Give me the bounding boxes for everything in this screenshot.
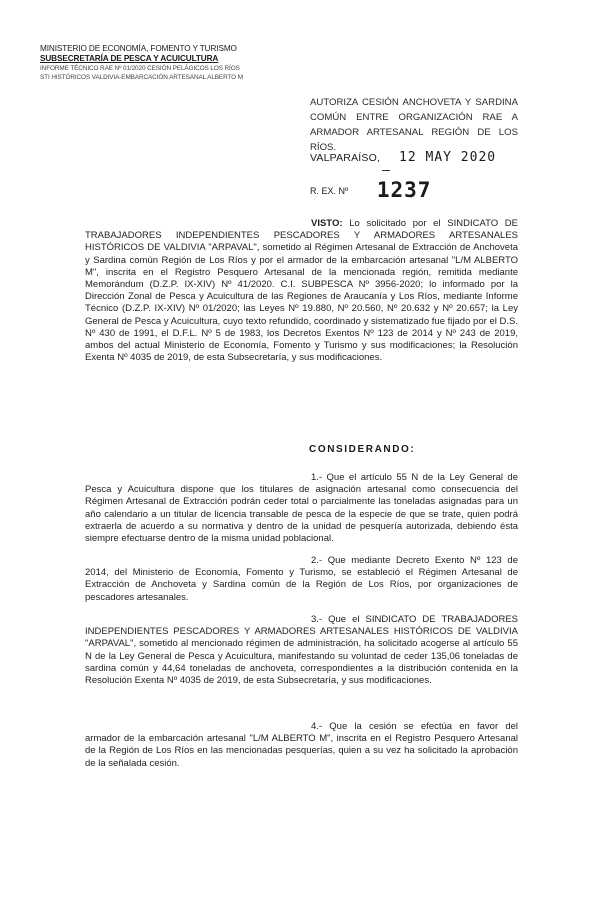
resolution-number: 1237 — [376, 178, 432, 202]
date-underline-mark — [382, 170, 390, 171]
visto-paragraph — [85, 218, 518, 364]
subsecretaria-name: SUBSECRETARÍA DE PESCA Y ACUICULTURA — [40, 54, 219, 63]
place: VALPARAÍSO, — [310, 152, 381, 164]
considerando-paragraph-2: 2.- Que mediante Decreto Exento Nº 123 de 2014, del Ministerio de Economía, Fomento y Turismo, se estableció el Régimen Artesanal de Extracción de Anchoveta y Sardina común de la Región de Los Ríos, por organizaciones de pescadores artesanales. — [85, 555, 518, 603]
ministry-name: MINISTERIO DE ECONOMÍA, FOMENTO Y TURISMO — [40, 44, 237, 53]
visto-text: Lo solicitado por el SINDICATO DE TRABAJADORES INDEPENDIENTES PESCADORES Y ARMADORES ARTESANALES HISTÓRICOS DE VALDIVIA "ARPAVAL", sometido al Régimen Artesanal de Extracción de Anchoveta y Sardina común Región de Los Ríos y por el armador de la embarcación artesanal "L/M ALBERTO M", inscrita en el Registro Pesquero Artesanal de la mencionada región, remitida mediante Memorándum (D.Z.P. IX-XIV) Nº 41/2020. C.I. SUBPESCA Nº 3956-2020; lo informado por la Dirección Zonal de Pesca y Acuicultura de las Regiones de Araucanía y Los Ríos, mediante Informe Técnico (D.Z.P. IX-XIV) Nº 01/2020; las Leyes Nº 19.880, Nº 20.560, Nº 20.632 y Nº 20.657; la Ley General de Pesca y Acuicultura, cuyo texto refundido, coordinado y sistematizado fue fijado por el D.S. Nº 430 de 1991, el D.F.L. Nº 5 de 1983, los Decretos Exentos Nº 123 de 2014 y Nº 243 de 2019, ambos del actual Ministerio de Economía, Fomento y Turismo y sus modificaciones; la Resolución Exenta Nº 4035 de 2019, de esta Subsecretaría, y sus modificaciones. — [85, 218, 519, 364]
reference-line-2: STI HISTÓRICOS VALDIVIA-EMBARCACIÓN ARTESANAL ALBERTO M — [40, 74, 243, 81]
place-and-date — [310, 150, 496, 165]
resolution-number-label: R. EX. Nº — [310, 186, 349, 196]
visto-label: VISTO: — [311, 218, 343, 229]
considerando-paragraph-3: 3.- Que el SINDICATO DE TRABAJADORES INDEPENDIENTES PESCADORES Y ARMADORES ARTESANALES HISTÓRICOS DE VALDIVIA "ARPAVAL", sometido al mencionado régimen de administración, ha solicitado acogerse al artículo 55 N de la Ley General de Pesca y Acuicultura, manifestando su voluntad de ceder 135,06 toneladas de sardina común y 44,64 toneladas de anchoveta, correspondientes a la distribución contenida en la Resolución Exenta Nº 4035 de 2019, de esta Subsecretaría, y sus modificaciones. — [85, 614, 518, 687]
resolution-subject: AUTORIZA CESIÓN ANCHOVETA Y SARDINA COMÚN ENTRE ORGANIZACIÓN RAE A ARMADOR ARTESANAL REGIÓN DE LOS RÍOS. — [310, 97, 518, 153]
resolution-number-block — [310, 178, 431, 202]
stamped-date: 12 MAY 2020 — [399, 150, 497, 165]
considerando-heading: CONSIDERANDO: — [309, 444, 416, 455]
considerando-paragraph-4: 4.- Que la cesión se efectúa en favor del armador de la embarcación artesanal "L/M ALBERTO M", inscrita en el Registro Pesquero Artesanal de la Región de Los Ríos en las mencionadas pesquerías, quien a su vez ha solicitado la aprobación de la señalada cesión. — [85, 721, 518, 769]
letterhead — [40, 44, 290, 82]
reference-line-1: INFORME TÉCNICO RAE Nº 01/2020 CESIÓN PELÁGICOS LOS RÍOS — [40, 65, 240, 72]
considerando-paragraph-1: 1.- Que el artículo 55 N de la Ley General de Pesca y Acuicultura dispone que los titulares de asignación artesanal como consecuencia del Régimen Artesanal de Extracción podrán ceder total o parcialmente las toneladas asignadas para un año calendario a un titular de licencia transable de pesca de la especie de que se trate, quien podrá extraerla de acuerdo a su normativa y dentro de la unidad de pesquería autorizada, debiendo ésta siempre efectuarse dentro de la misma unidad poblacional. — [85, 472, 518, 545]
